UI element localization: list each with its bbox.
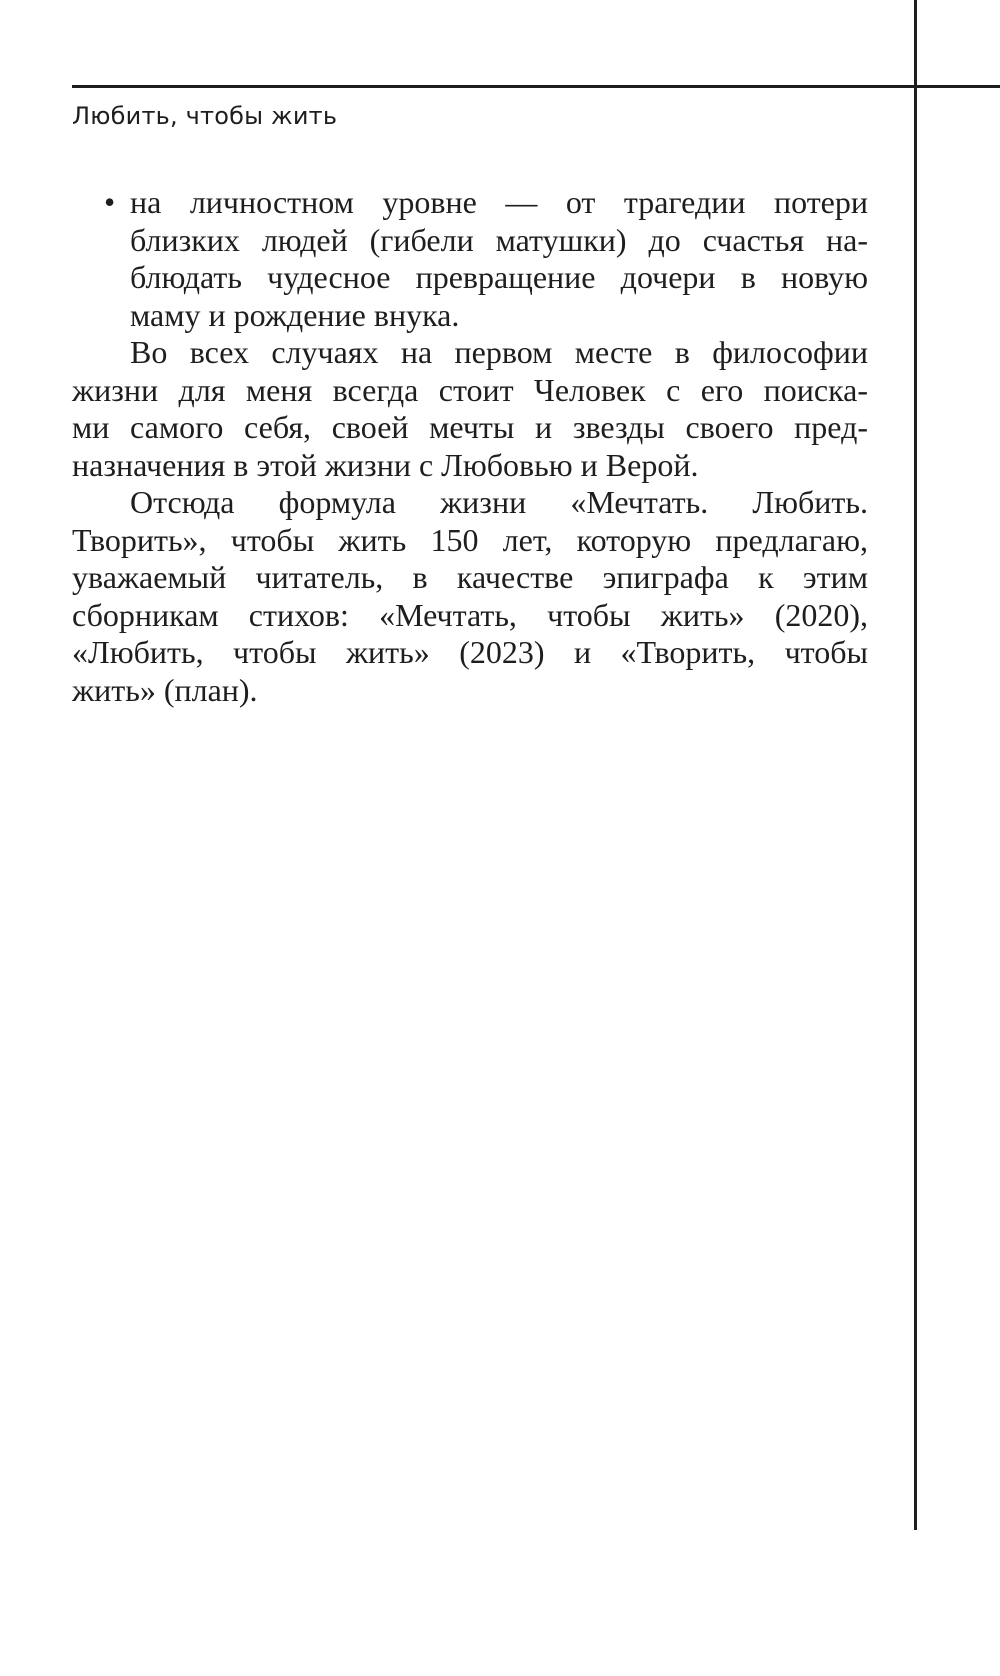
bullet-list-item: [72, 184, 868, 334]
page-edge-rule: [914, 0, 917, 1530]
text-line: Во всех случаях на первом месте в философии: [130, 334, 868, 370]
text-line: «Любить, чтобы жить» (2023) и «Творить, чтобы: [72, 634, 868, 670]
text-line: Творить», чтобы жить 150 лет, которую предлагаю,: [72, 521, 868, 558]
text-line: Отсюда формула жизни «Мечтать. Любить.: [130, 484, 868, 520]
text-line: на личностном уровне — от трагедии потери: [130, 184, 868, 220]
text-line: назначения в этой жизни с Любовью и Верой.: [72, 446, 699, 483]
header-rule: [72, 85, 1000, 88]
running-head: Любить, чтобы жить: [72, 102, 338, 130]
text-line: близких людей (гибели матушки) до счастья на-: [130, 221, 868, 258]
text-line: жить» (план).: [72, 671, 258, 708]
paragraph: [72, 484, 868, 709]
text-line: блюдать чудесное превращение дочери в новую: [130, 259, 868, 295]
text-line: жизни для меня всегда стоит Человек с его поиска-: [72, 371, 868, 408]
page-body: [72, 184, 868, 709]
bullet-marker: •: [104, 184, 116, 220]
text-line: уважаемый читатель, в качестве эпиграфа к этим: [72, 559, 868, 595]
text-line: маму и рождение внука.: [130, 296, 460, 333]
text-line: сборникам стихов: «Мечтать, чтобы жить» (2020),: [72, 596, 868, 633]
paragraph: [72, 334, 868, 484]
text-line: ми самого себя, своей мечты и звезды своего пред-: [72, 409, 868, 445]
